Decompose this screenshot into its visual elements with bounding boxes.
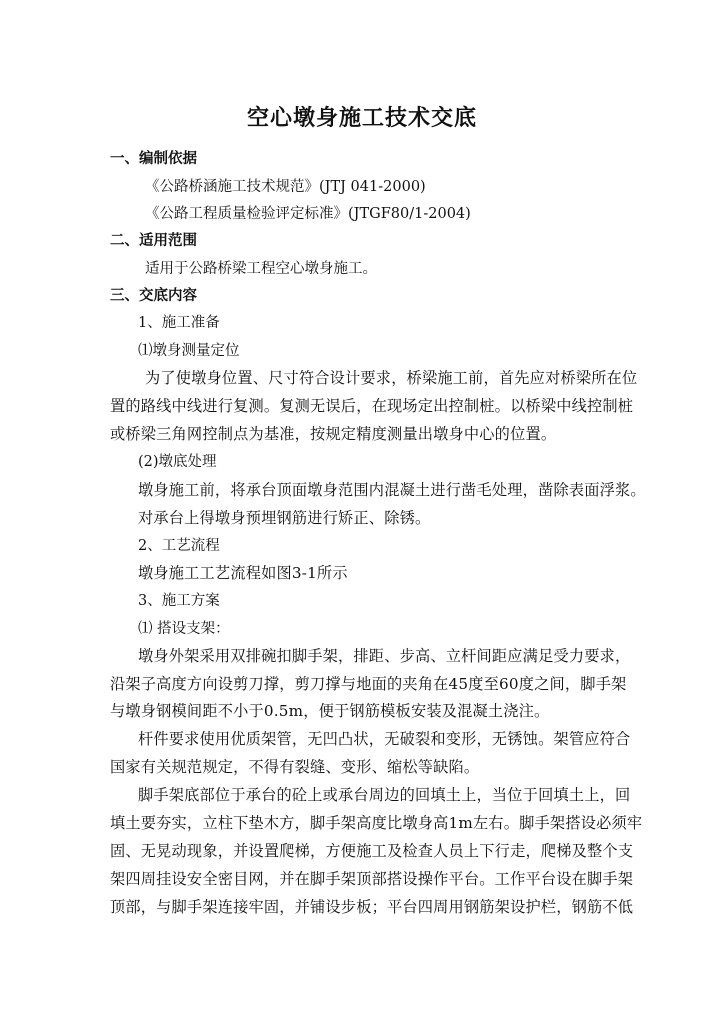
- item-pier-positioning: ⑴墩身测量定位: [138, 343, 240, 359]
- section-heading-scope: 二、适用范围: [110, 233, 197, 249]
- reference-line-1: 《公路桥涵施工技术规范》(JTJ 041-2000): [145, 179, 426, 195]
- paragraph-line: 对承台上得墩身预埋钢筋进行矫正、除锈。: [138, 509, 431, 527]
- paragraph-line: 为了使墩身位置、尺寸符合设计要求，桥梁施工前，首先应对桥梁所在位: [145, 369, 638, 387]
- document-title: 空心墩身施工技术交底: [246, 106, 477, 131]
- paragraph-line: 或桥梁三角网控制点为基准，按规定精度测量出墩身中心的位置。: [110, 425, 557, 443]
- scope-text: 适用于公路桥梁工程空心墩身施工。: [145, 261, 377, 277]
- paragraph-line: 脚手架底部位于承台的砼上或承台周边的回填土上，当位于回填土上，回: [138, 786, 631, 804]
- section-heading-content: 三、交底内容: [110, 288, 197, 304]
- reference-line-2: 《公路工程质量检验评定标准》(JTGF80/1-2004): [145, 206, 471, 222]
- item-scaffold-setup: ⑴ 搭设支架：: [138, 621, 230, 637]
- paragraph-line: 墩身外架采用双排碗扣脚手架，排距、步高、立杆间距应满足受力要求，: [138, 647, 631, 665]
- item-construction-prep: 1、施工准备: [138, 315, 220, 331]
- paragraph-line: 杆件要求使用优质架管，无凹凸状，无破裂和变形，无锈蚀。架管应符合: [138, 730, 631, 748]
- process-flow-text: 墩身施工工艺流程如图3-1所示: [138, 564, 348, 582]
- paragraph-line: 与墩身钢模间距不小于0.5m，便于钢筋模板安装及混凝土浇注。: [110, 702, 550, 720]
- paragraph-line: 顶部，与脚手架连接牢固，并铺设步板；平台四周用钢筋架设护栏，钢筋不低: [110, 898, 634, 916]
- paragraph-line: 沿架子高度方向设剪刀撑，剪刀撑与地面的夹角在45度至60度之间，脚手架: [110, 675, 627, 693]
- item-process-flow: 2、工艺流程: [138, 538, 220, 554]
- item-construction-plan: 3、施工方案: [138, 593, 220, 609]
- item-pier-base-treatment: (2)墩底处理: [138, 454, 217, 470]
- paragraph-line: 墩身施工前，将承台顶面墩身范围内混凝土进行凿毛处理，凿除表面浮浆。: [138, 481, 646, 499]
- paragraph-line: 填土要夯实，立柱下垫木方，脚手架高度比墩身高1m左右。脚手架搭设必须牢: [110, 814, 643, 832]
- paragraph-line: 国家有关规范规定，不得有裂缝、变形、缩松等缺陷。: [110, 758, 480, 776]
- paragraph-line: 固、无晃动现象，并设置爬梯，方便施工及检查人员上下行走，爬梯及整个支: [110, 842, 634, 860]
- section-heading-basis: 一、编制依据: [110, 151, 197, 167]
- paragraph-line: 置的路线中线进行复测。复测无误后，在现场定出控制桩。以桥梁中线控制桩: [110, 397, 634, 415]
- paragraph-line: 架四周挂设安全密目网，并在脚手架顶部搭设操作平台。工作平台设在脚手架: [110, 870, 634, 888]
